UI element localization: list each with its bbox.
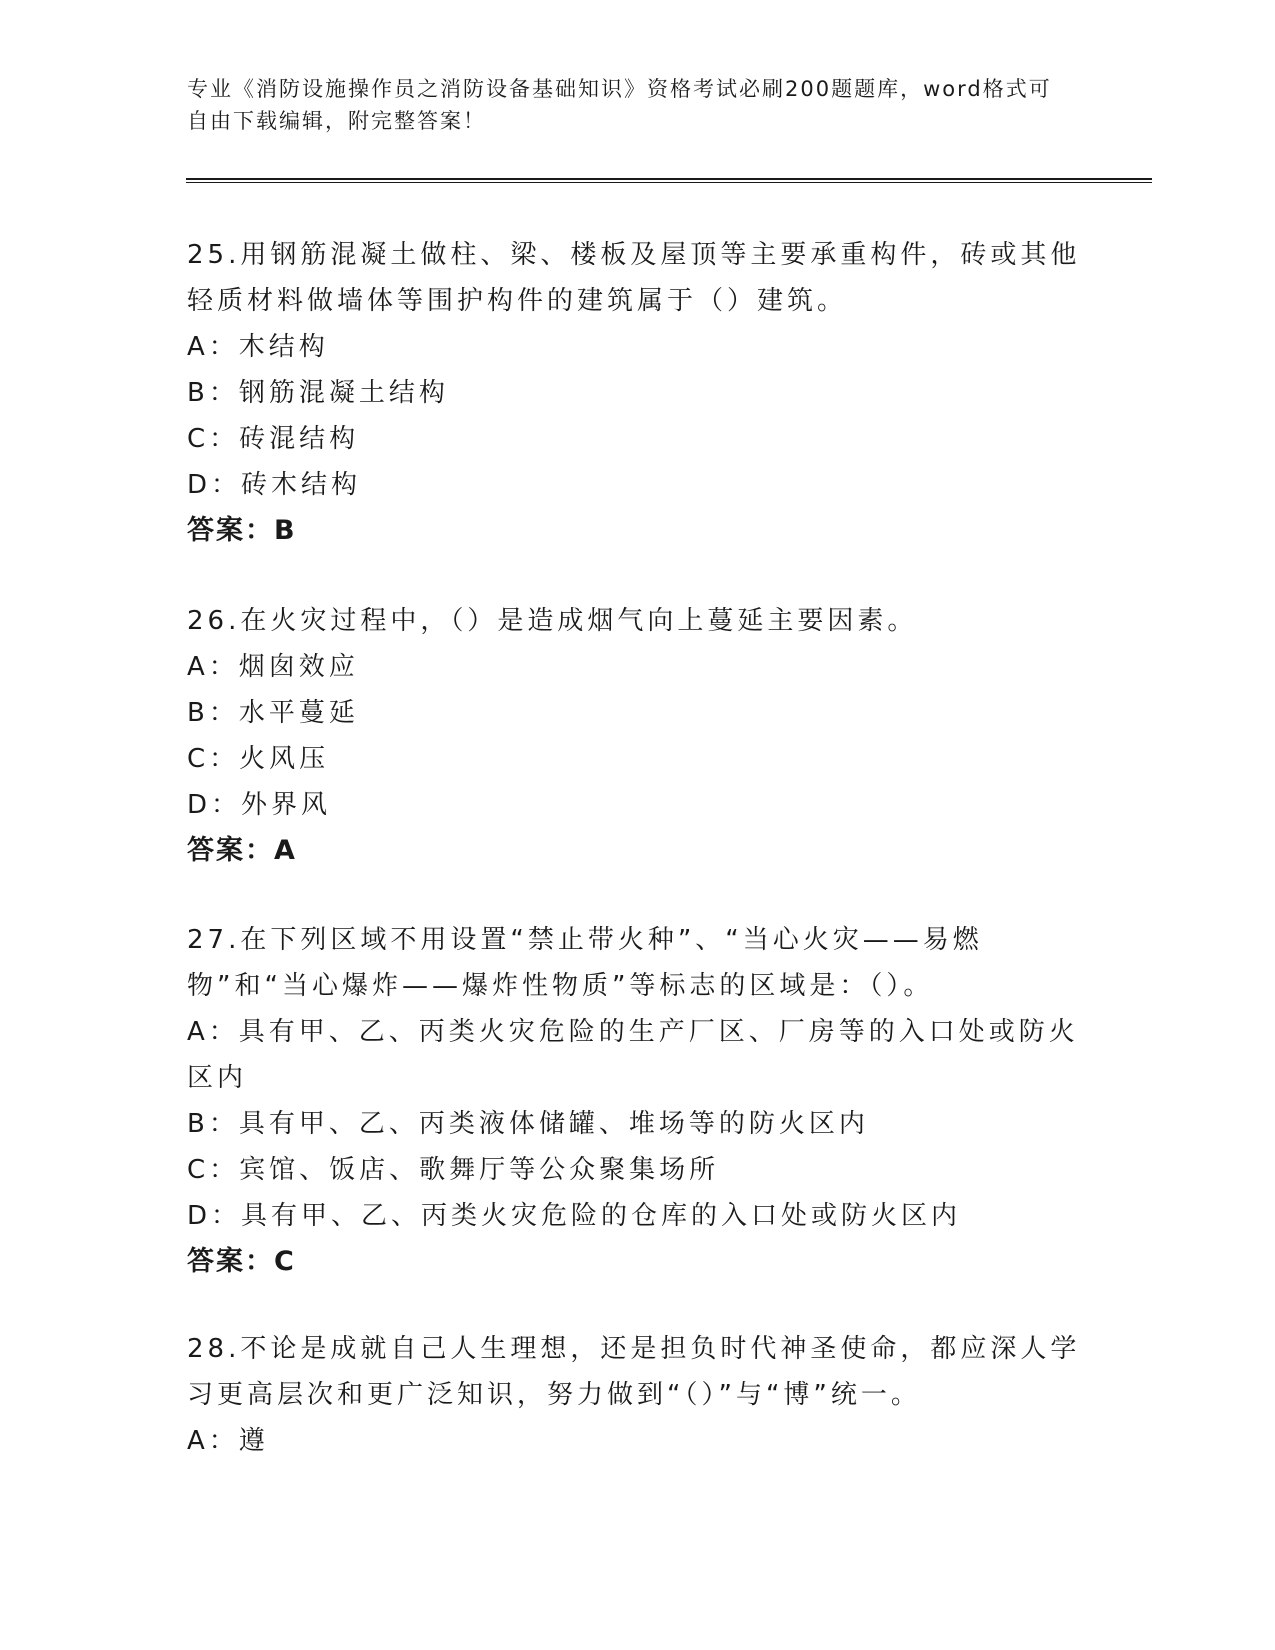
question-28: [187, 1326, 1087, 1464]
option-d: D：具有甲、乙、丙类火灾危险的仓库的入口处或防火区内: [187, 1201, 962, 1231]
question-27: [187, 917, 1087, 1285]
option-d: D：砖木结构: [187, 470, 362, 500]
option-a: A：木结构: [187, 332, 329, 362]
question-26: [187, 598, 1087, 874]
answer-line: 答案：B: [187, 515, 297, 546]
question-stem: 26.在火灾过程中，（）是造成烟气向上蔓延主要因素。: [187, 606, 918, 636]
header-divider-thin: [186, 182, 1152, 183]
question-stem: 25.用钢筋混凝土做柱、梁、楼板及屋顶等主要承重构件，砖或其他轻质材料做墙体等围护构件的建筑属于（）建筑。: [187, 240, 1081, 316]
question-25: [187, 232, 1087, 554]
option-a: A：具有甲、乙、丙类火灾危险的生产厂区、厂房等的入口处或防火区内: [187, 1017, 1079, 1093]
answer-line: 答案：A: [187, 835, 297, 866]
option-a: A：烟囱效应: [187, 652, 359, 682]
question-stem: 28.不论是成就自己人生理想，还是担负时代神圣使命，都应深人学习更高层次和更广泛知识，努力做到“（）”与“博”统一。: [187, 1334, 1081, 1410]
answer-line: 答案：C: [187, 1246, 296, 1277]
option-b: B：钢筋混凝土结构: [187, 378, 449, 408]
option-c: C：宾馆、饭店、歌舞厅等公众聚集场所: [187, 1155, 720, 1185]
option-b: B：水平蔓延: [187, 698, 359, 728]
option-c: C：砖混结构: [187, 424, 360, 454]
document-header: 专业《消防设施操作员之消防设备基础知识》资格考试必刷200题题库，word格式可自由下载编辑，附完整答案！: [187, 77, 1052, 133]
header-divider: [186, 178, 1152, 180]
option-a: A：遵: [187, 1426, 269, 1456]
option-d: D：外界风: [187, 790, 332, 820]
option-c: C：火风压: [187, 744, 330, 774]
option-b: B：具有甲、乙、丙类液体储罐、堆场等的防火区内: [187, 1109, 869, 1139]
question-stem: 27.在下列区域不用设置“禁止带火种”、“当心火灾——易燃物”和“当心爆炸——爆炸性物质”等标志的区域是：（）。: [187, 925, 983, 1001]
